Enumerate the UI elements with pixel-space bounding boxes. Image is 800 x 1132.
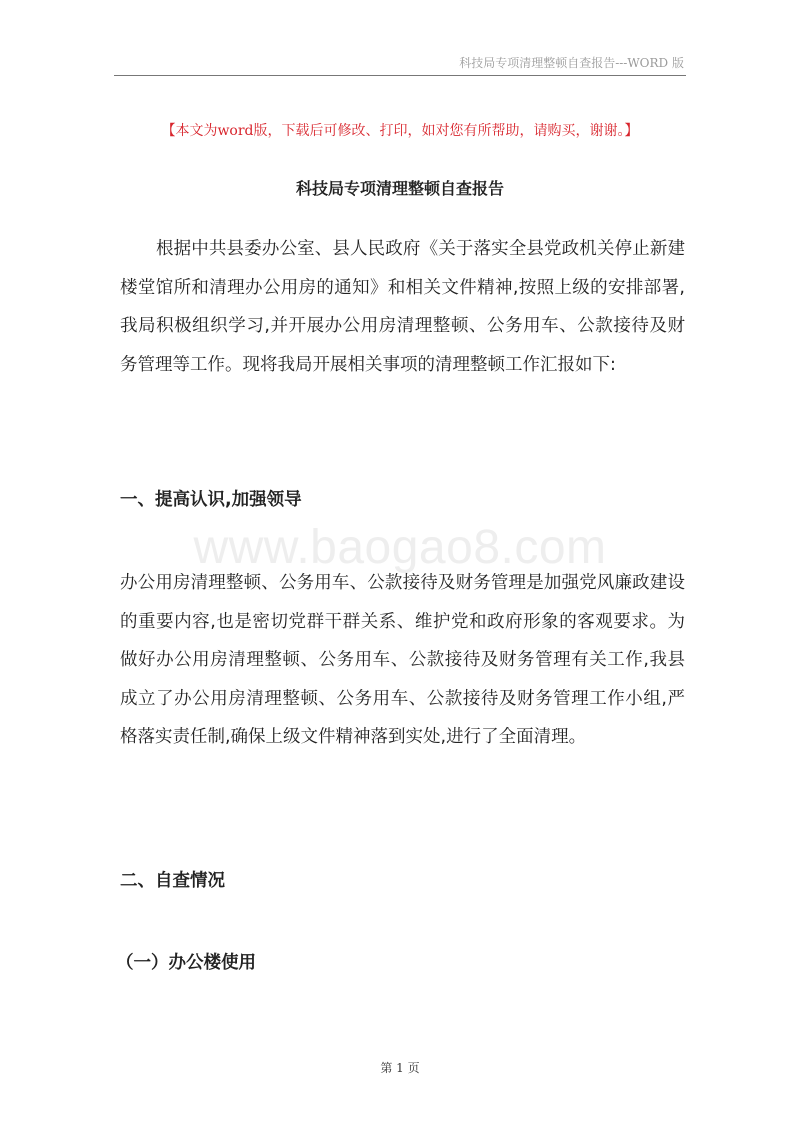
subsection-heading-1: （一）办公楼使用 xyxy=(116,953,256,973)
section-heading-1: 一、提高认识,加强领导 xyxy=(120,490,302,510)
header-divider xyxy=(114,75,686,76)
section-heading-2: 二、自查情况 xyxy=(120,871,225,891)
download-notice: 【本文为word版，下载后可修改、打印，如对您有所帮助，请购买，谢谢。】 xyxy=(161,123,639,139)
page-number: 第 1 页 xyxy=(380,1061,420,1075)
intro-paragraph: 根据中共县委办公室、县人民政府《关于落实全县党政机关停止新建楼堂馆所和清理办公用房的通知》和相关文件精神,按照上级的安排部署,我局积极组织学习,并开展办公用房清理整顿、公务用车、公款接待及财务管理等工作。现将我局开展相关事项的清理整顿工作汇报如下: xyxy=(120,239,685,375)
document-title: 科技局专项清理整顿自查报告 xyxy=(295,179,504,198)
page-header-title: 科技局专项清理整顿自查报告---WORD 版 xyxy=(459,56,684,70)
section-1-paragraph: 办公用房清理整顿、公务用车、公款接待及财务管理是加强党风廉政建设的重要内容,也是密切党群干群关系、维护党和政府形象的客观要求。为做好办公用房清理整顿、公务用车、公款接待及财务管理有关工作,我县成立了办公用房清理整顿、公务用车、公款接待及财务管理工作小组,严格落实责任制,确保上级文件精神落到实处,进行了全面清理。 xyxy=(120,573,685,747)
watermark: www.baogao8.com xyxy=(193,521,607,574)
